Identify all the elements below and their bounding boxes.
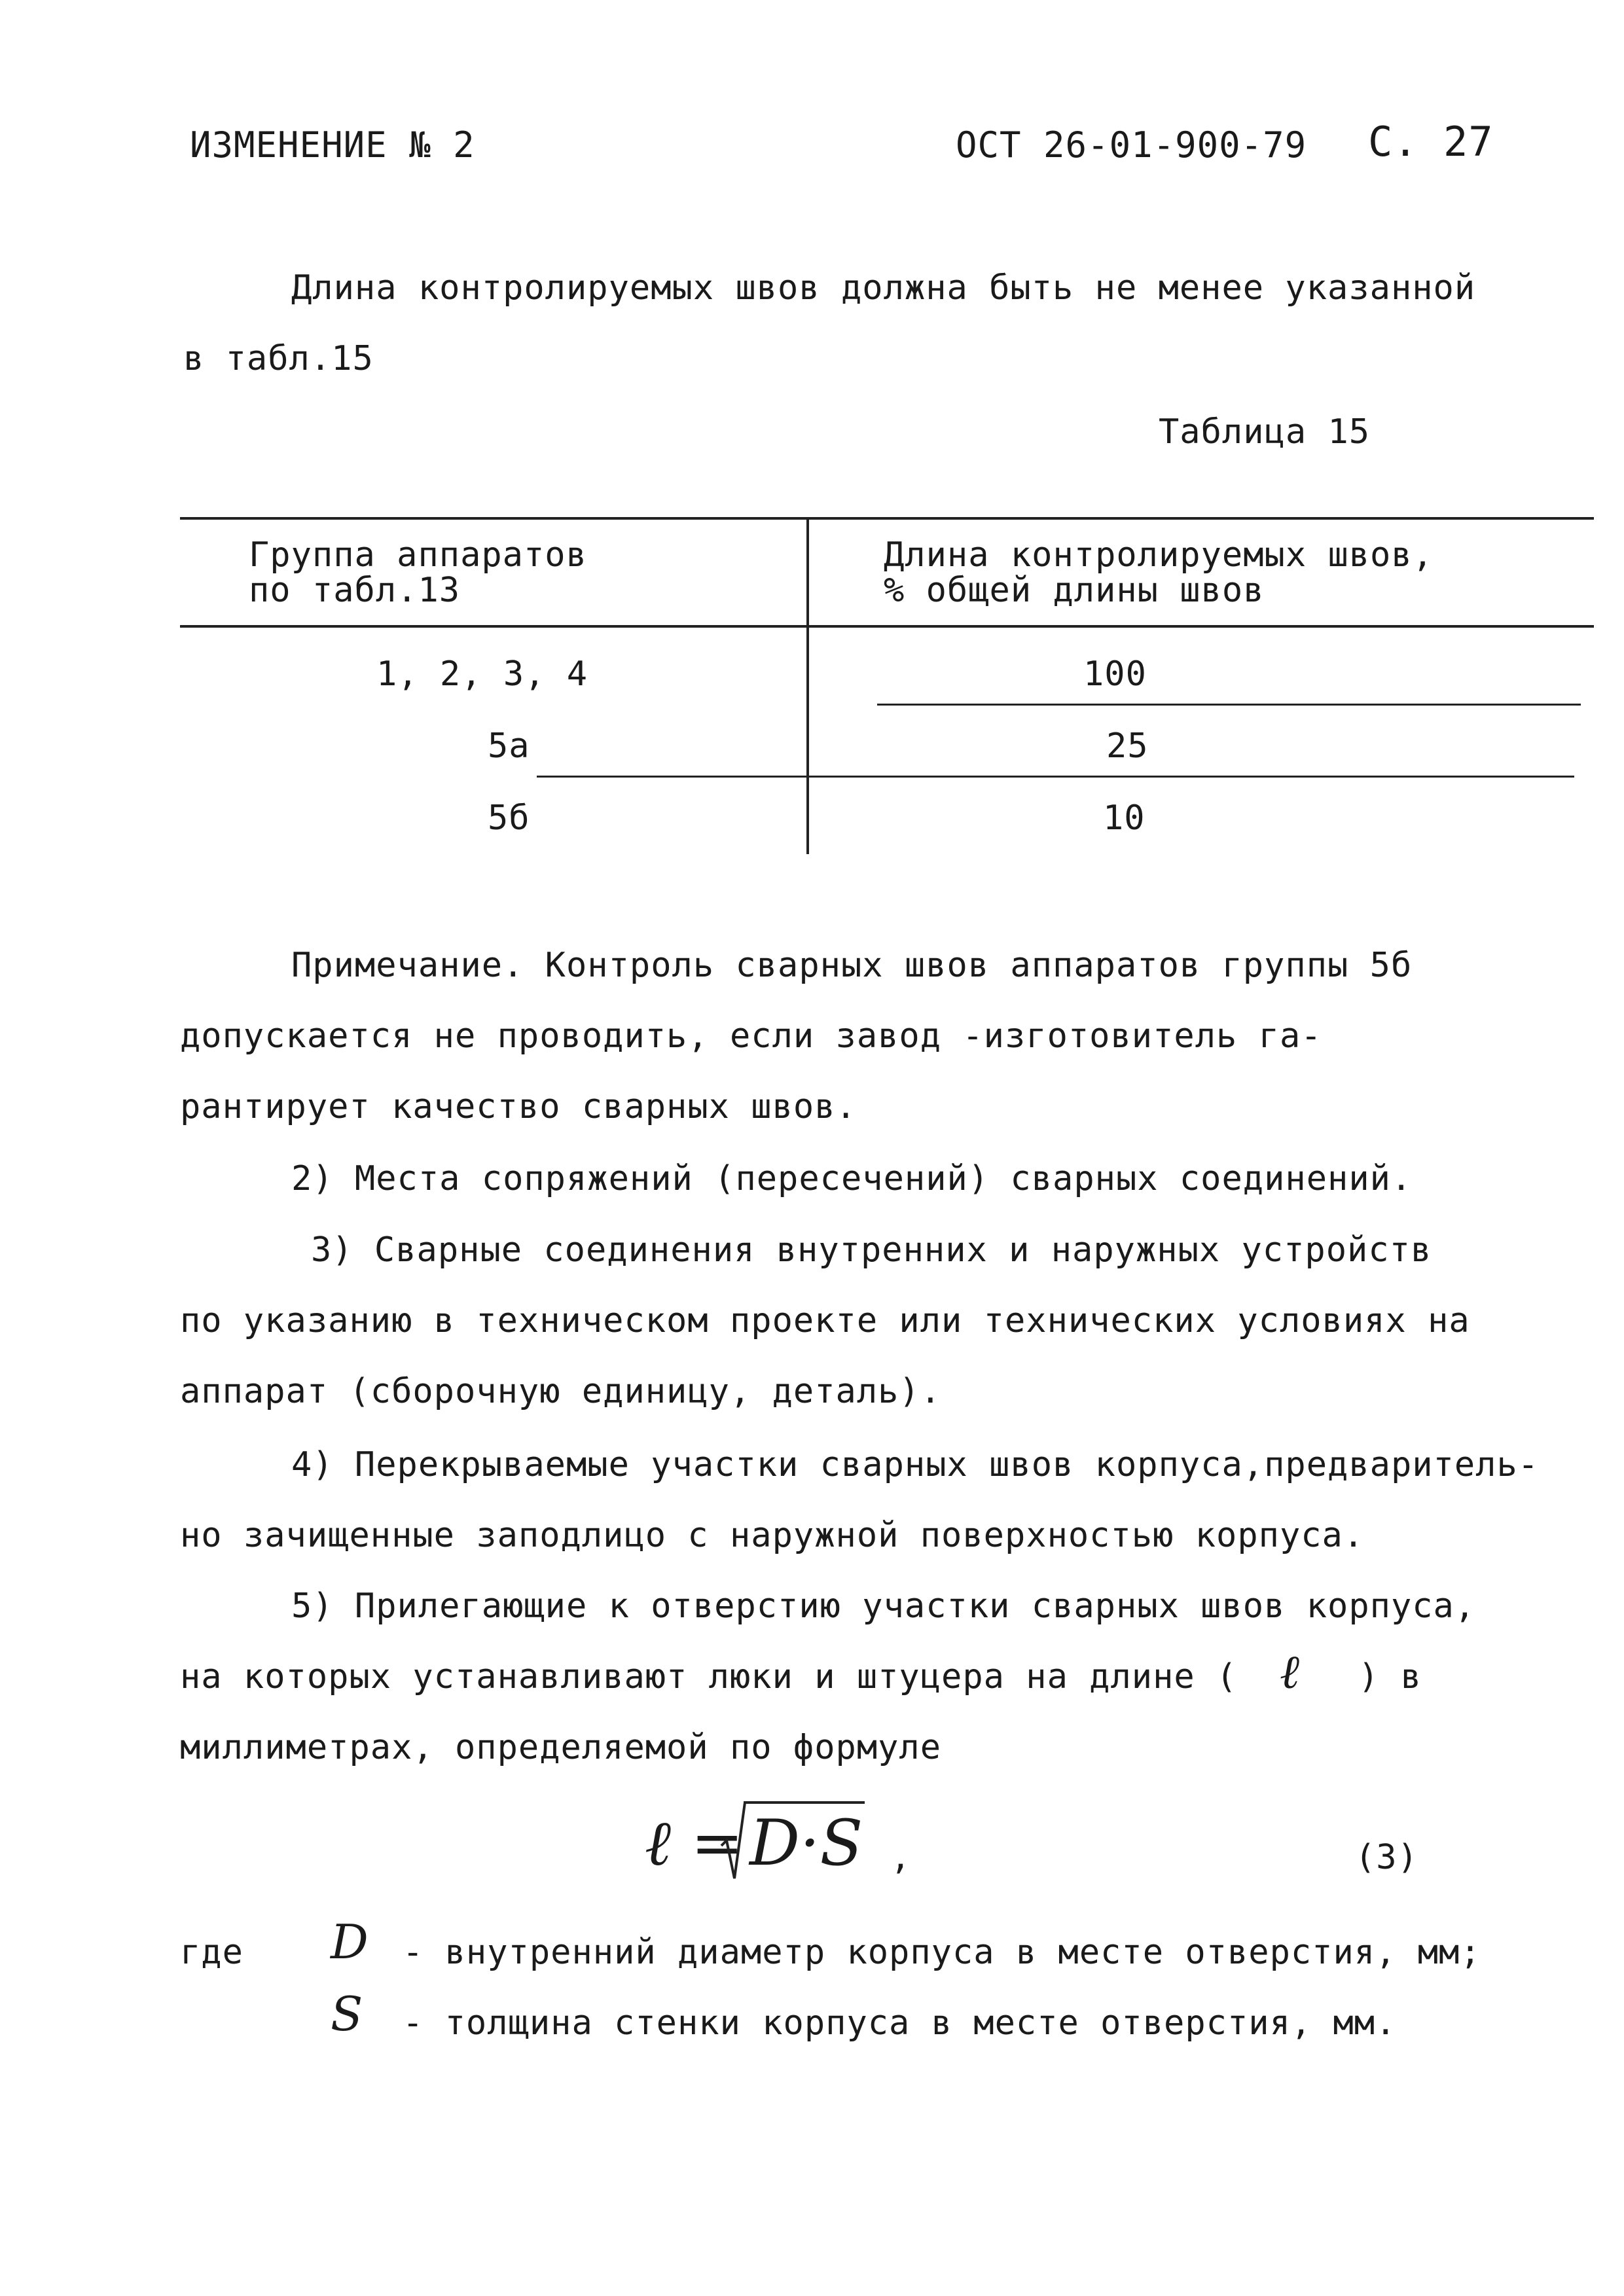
table-row-3-length: 10 <box>1103 798 1146 838</box>
table-row-3-group: 5б <box>488 798 530 838</box>
change-label: ИЗМЕНЕНИЕ № 2 <box>190 124 475 166</box>
s-symbol: S <box>331 1986 363 2041</box>
sqrt-sign-icon <box>720 1800 746 1885</box>
d-symbol: D <box>331 1914 369 1969</box>
table-row-2-rule <box>537 776 1574 778</box>
where-label: где <box>180 1933 244 1972</box>
intro-line-1: Длина контролируемых швов должна быть не менее указанной <box>291 268 1476 308</box>
formula-number: (3) <box>1355 1838 1418 1877</box>
note-line-1: Примечание. Контроль сварных швов аппаратов группы 5б <box>291 946 1413 985</box>
table-header-rule <box>180 625 1594 628</box>
s-definition: - толщина стенки корпуса в месте отверстия, мм. <box>403 2003 1397 2043</box>
standard-number: ОСТ 26-01-900-79 <box>956 124 1307 166</box>
d-definition: - внутренний диаметр корпуса в месте отверстия, мм; <box>403 1933 1481 1972</box>
item-3-line-1: 3) Сварные соединения внутренних и наружных устройств <box>311 1230 1432 1270</box>
item-5-line-1: 5) Прилегающие к отверстию участки сварных швов корпуса, <box>291 1587 1476 1626</box>
table-header-group-line2: по табл.13 <box>249 571 461 610</box>
table-header-length-line2: % общей длины швов <box>884 571 1265 610</box>
note-line-3: рантирует качество сварных швов. <box>180 1087 857 1126</box>
table-column-divider <box>806 517 809 854</box>
item-3-line-2: по указанию в техническом проекте или технических условиях на <box>180 1301 1470 1340</box>
formula-radicand: D·S <box>749 1806 863 1880</box>
table-row-1-group: 1, 2, 3, 4 <box>376 655 588 694</box>
table-row-2-group: 5а <box>488 726 530 766</box>
table-top-rule <box>180 517 1594 520</box>
item-2: 2) Места сопряжений (пересечений) сварных соединений. <box>291 1159 1413 1198</box>
table-row-1-rule <box>877 704 1581 706</box>
table-row-1-length: 100 <box>1083 655 1147 694</box>
item-4-line-1: 4) Перекрываемые участки сварных швов корпуса,предваритель- <box>291 1445 1540 1484</box>
item-3-line-3: аппарат (сборочную единицу, деталь). <box>180 1372 942 1411</box>
formula-lhs: ℓ = <box>645 1806 744 1880</box>
note-line-2: допускается не проводить, если завод -изготовитель га- <box>180 1016 1322 1056</box>
table-header-length-line1: Длина контролируемых швов, <box>884 535 1434 575</box>
table-header-group-line1: Группа аппаратов <box>249 535 587 575</box>
page-number: С. 27 <box>1368 118 1494 166</box>
item-5-line-2a: на которых устанавливают люки и штуцера на длине ( <box>180 1657 1238 1696</box>
item-4-line-2: но зачищенные заподлицо с наружной поверхностью корпуса. <box>180 1516 1365 1555</box>
formula-comma: , <box>890 1838 912 1877</box>
table-caption: Таблица 15 <box>1159 412 1371 452</box>
sqrt-vinculum <box>744 1801 865 1804</box>
item-5-line-2b: ) в <box>1358 1657 1422 1696</box>
length-symbol: ℓ <box>1280 1644 1299 1699</box>
intro-line-2: в табл.15 <box>183 339 374 378</box>
table-row-2-length: 25 <box>1106 726 1149 766</box>
item-5-line-3: миллиметрах, определяемой по формуле <box>180 1728 942 1767</box>
